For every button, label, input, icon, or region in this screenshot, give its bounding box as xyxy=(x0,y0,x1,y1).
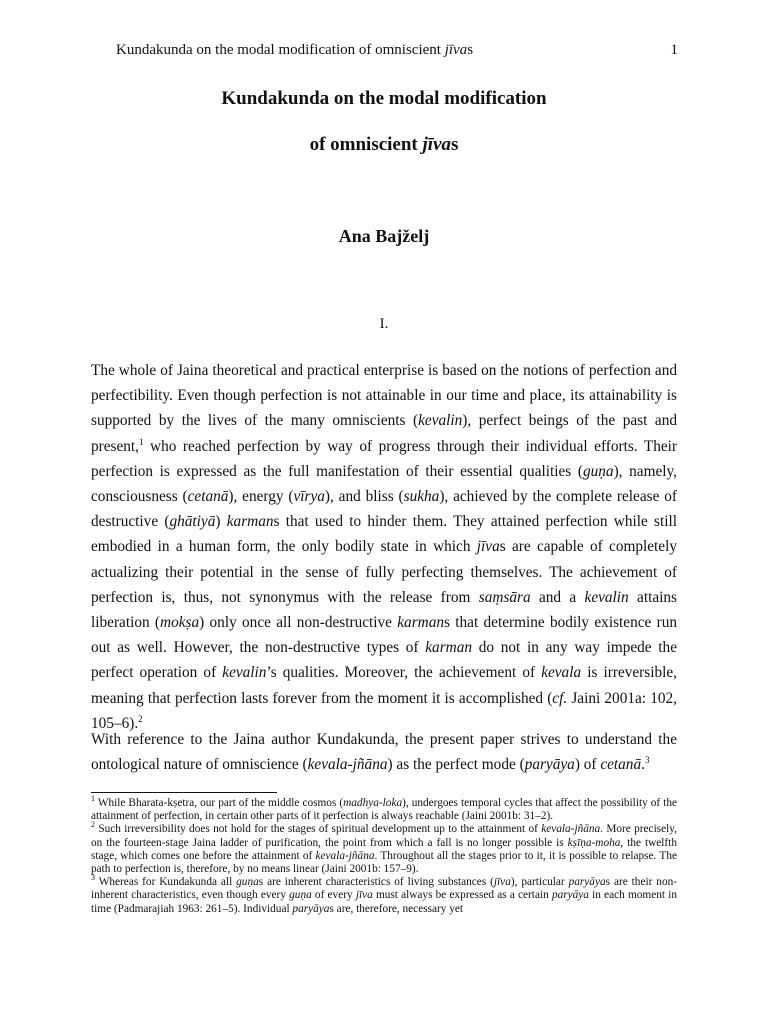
text-run: While Bharata-kṣetra, our part of the middle cosmos ( xyxy=(95,797,344,809)
italic-term: madhya-loka xyxy=(343,797,403,809)
italic-term: guṇa xyxy=(289,889,312,902)
running-title-text: Kundakunda on the modal modification of omniscient xyxy=(116,42,445,58)
italic-term: mokṣa xyxy=(160,614,200,632)
italic-term: cetanā xyxy=(600,756,642,774)
text-run: ), energy ( xyxy=(228,488,294,506)
text-run: s are inherent characteristics of living substances ( xyxy=(258,876,494,889)
italic-term: paryāya xyxy=(551,889,589,902)
text-run: Whereas for Kundakunda all xyxy=(95,876,237,889)
text-run: s that determine bodily existence run out as well. However, the non-destructive types of xyxy=(91,614,677,657)
text-run: The whole of Jaina theoretical and practical enterprise is based on the notions of perfection and perfectibility. Even though perfection is not attainable in our time and place, its attainability is supported by the lives of the many omniscients ( xyxy=(91,362,677,430)
running-title xyxy=(116,42,473,59)
footnote xyxy=(91,794,677,823)
italic-term: karman xyxy=(226,513,274,531)
text-run: s are their non-inherent characteristics, even though every xyxy=(91,876,678,902)
title-text: of omniscient xyxy=(309,134,423,155)
text-run: ), particular xyxy=(510,876,569,889)
author-name: Ana Bajželj xyxy=(338,226,430,246)
footnote-marker: 1 xyxy=(91,794,95,804)
text-run: ), achieved by the complete release of destructive ( xyxy=(91,488,677,531)
italic-term: jīva xyxy=(493,876,511,889)
italic-term: kevala-jñāna xyxy=(307,756,388,774)
text-run: attains liberation ( xyxy=(91,588,677,632)
text-run: ) as the perfect mode ( xyxy=(387,756,525,774)
text-run: , the twelfth stage, which comes one before the attainment of xyxy=(91,836,677,862)
italic-term: guṇa xyxy=(582,462,614,480)
section-number: I. xyxy=(379,316,389,332)
italic-term: kevala xyxy=(541,664,582,682)
italic-term: paryāya xyxy=(292,902,330,915)
italic-term: cetanā xyxy=(187,488,229,506)
italic-term: kevalin xyxy=(222,664,267,682)
italic-term: jīva xyxy=(355,889,373,902)
text-run: s are capable of completely actualizing their potential in the sense of fully perfecting themselves. The achievement of perfection is, thus, not synonymus with the release from xyxy=(91,538,677,606)
text-run: ), namely, consciousness ( xyxy=(91,462,677,506)
italic-term: cf. xyxy=(552,689,568,707)
footnote-marker: 2 xyxy=(91,820,95,830)
text-run: is irreversible, meaning that perfection lasts forever from the moment it is accomplished ( xyxy=(91,664,677,707)
italic-term: kevalin xyxy=(418,412,463,430)
footnote-marker: 3 xyxy=(91,873,95,883)
text-run: ’s qualities. Moreover, the achievement of xyxy=(266,664,542,682)
text-run: s are, therefore, necessary yet xyxy=(329,902,464,915)
text-run: ) of xyxy=(574,756,601,774)
text-run: and a xyxy=(530,588,585,606)
footnote-marker: 2 xyxy=(138,713,143,724)
text-run: With reference to the Jaina author Kundakunda, the present paper strives to understand the ontological nature of omniscience ( xyxy=(91,731,677,774)
running-title-italic: jīva xyxy=(444,42,468,58)
page-number: 1 xyxy=(670,42,678,58)
text-run: of every xyxy=(311,889,356,902)
title-suffix: s xyxy=(451,134,459,155)
footnotes xyxy=(91,794,678,916)
paper-title-line-1: Kundakunda on the modal modification xyxy=(221,88,547,109)
italic-term: karman xyxy=(397,614,445,632)
italic-term: kevala-jñāna xyxy=(315,849,375,862)
italic-term: karman xyxy=(425,639,473,657)
text-run: must always be expressed as a certain xyxy=(372,889,552,902)
italic-term: kṣīṇa-moha xyxy=(567,836,621,849)
italic-term: kevala-jñāna xyxy=(541,823,601,836)
text-run: in each moment in time (Padmarajiah 1963: 261–5). Individual xyxy=(91,889,677,915)
text-run: do not in any way impede the perfect operation of xyxy=(91,639,677,682)
italic-term: ghātiyā xyxy=(169,513,216,531)
footnote-marker: 3 xyxy=(644,755,650,766)
text-run: ), undergoes temporal cycles that affect the possibility of the attainment of perfection, in certain other parts of it perfection is always reachable (Jaini 2001b: 31–2). xyxy=(91,797,677,823)
text-run: ) only once all non-destructive xyxy=(199,614,398,632)
body-paragraph xyxy=(91,358,677,736)
text-run: ) xyxy=(215,513,227,531)
title-italic: jīva xyxy=(422,134,452,155)
text-run: ), perfect beings of the past and present, xyxy=(91,412,677,455)
italic-term: sukha xyxy=(403,488,440,506)
running-title-suffix: s xyxy=(467,42,474,58)
text-run: ), and bliss ( xyxy=(324,488,404,506)
italic-term: jīva xyxy=(476,538,500,556)
italic-term: guṇa xyxy=(236,876,259,889)
italic-term: kevalin xyxy=(584,588,629,606)
footnote-marker: 1 xyxy=(139,436,144,447)
text-run: . xyxy=(641,756,645,774)
paper-title-line-2 xyxy=(0,134,768,156)
footnote xyxy=(91,873,678,916)
text-run: . Throughout all the stages prior to it, it is possible to relapse. The path to perfection is, therefore, by no means linear (Jaini 2001b: 157–9). xyxy=(91,849,677,876)
italic-term: vīrya xyxy=(293,488,325,506)
text-run: who reached perfection by way of progress through their individual efforts. Their perfection is expressed as the full manifestation of their essential qualities ( xyxy=(91,437,677,480)
body-paragraph xyxy=(91,727,677,777)
text-run: . More precisely, on the fourteen-stage Jaina ladder of purification, the point from which a fall is no longer possible is xyxy=(91,823,677,849)
text-run: Jaini 2001a: 102, 105–6). xyxy=(91,689,677,732)
footnote xyxy=(91,820,677,876)
footnote-separator xyxy=(91,792,277,793)
text-run: s that used to hinder them. They attained perfection while still embodied in a human form, the only bodily state in which xyxy=(91,513,678,556)
italic-term: saṃsāra xyxy=(478,588,531,606)
italic-term: paryāya xyxy=(568,876,606,889)
text-run: Such irreversibility does not hold for the stages of spiritual development up to the attainment of xyxy=(95,823,542,836)
italic-term: paryāya xyxy=(524,756,575,774)
